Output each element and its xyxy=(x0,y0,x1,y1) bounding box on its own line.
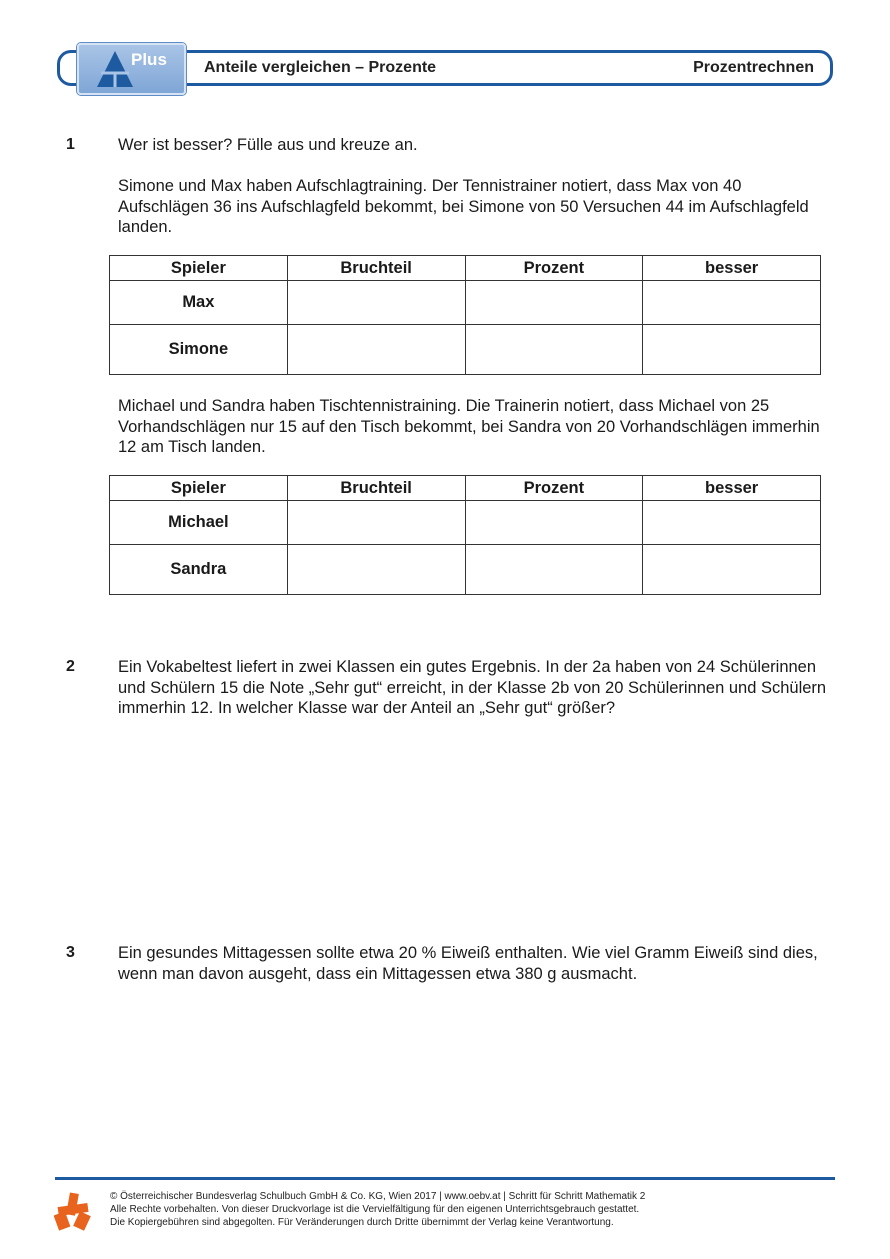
table-header: Spieler xyxy=(110,476,288,501)
exercise-number: 2 xyxy=(66,658,75,675)
player-cell: Sandra xyxy=(110,545,288,595)
fraction-cell[interactable] xyxy=(287,545,465,595)
player-cell: Michael xyxy=(110,501,288,545)
table-header: Prozent xyxy=(465,256,643,281)
exercise-paragraph: Simone und Max haben Aufschlagtraining. Der Tennistrainer notiert, dass Max von 40 Aufschlägen 36 ins Aufschlagfeld bekommt, bei Simone von 50 Versuchen 44 im Aufschlagfeld landen. xyxy=(118,177,809,236)
better-cell[interactable] xyxy=(643,545,821,595)
table-header: besser xyxy=(643,256,821,281)
fraction-cell[interactable] xyxy=(287,281,465,325)
table-header: Bruchteil xyxy=(287,256,465,281)
footer-divider xyxy=(55,1177,835,1180)
exercise-paragraph: Michael und Sandra haben Tischtennistraining. Die Trainerin notiert, dass Michael von 25 Vorhandschlägen nur 15 auf den Tisch bekommt, bei Sandra von 20 Vorhandschlägen immerhin 12 am Tisch landen. xyxy=(118,397,820,456)
page-topic: Prozentrechnen xyxy=(693,59,814,76)
table-header: Bruchteil xyxy=(287,476,465,501)
percent-cell[interactable] xyxy=(465,325,643,375)
plus-logo xyxy=(77,43,186,95)
better-cell[interactable] xyxy=(643,281,821,325)
exercise-text: Ein gesundes Mittagessen sollte etwa 20 % Eiweiß enthalten. Wie viel Gramm Eiweiß sind dies, wenn man davon ausgeht, dass ein Mittagessen etwa 380 g ausmacht. xyxy=(118,944,818,983)
answer-table-tabletennis xyxy=(109,475,821,595)
percent-cell[interactable] xyxy=(465,545,643,595)
better-cell[interactable] xyxy=(643,325,821,375)
exercise-instruction: Wer ist besser? Fülle aus und kreuze an. xyxy=(118,136,418,154)
table-header: besser xyxy=(643,476,821,501)
fraction-cell[interactable] xyxy=(287,325,465,375)
triangle-logo-icon xyxy=(95,49,135,89)
exercise-number: 3 xyxy=(66,944,75,961)
exercise-text: Ein Vokabeltest liefert in zwei Klassen ein gutes Ergebnis. In der 2a haben von 24 Schülerinnen und Schülern 15 die Note „Sehr gut“ erreicht, in der Klasse 2b von 20 Schülerinnen und Schülern immerhin 12. In welcher Klasse war der Anteil an „Sehr gut“ größer? xyxy=(118,658,827,717)
footer-line: © Österreichischer Bundesverlag Schulbuch GmbH & Co. KG, Wien 2017 | www.oebv.at | Schritt für Schritt Mathematik 2 xyxy=(110,1191,646,1202)
footer-line: Die Kopiergebühren sind abgegolten. Für Veränderungen durch Dritte übernimmt der Verlag keine Verantwortung. xyxy=(110,1217,614,1228)
page-title: Anteile vergleichen – Prozente xyxy=(204,59,437,76)
answer-table-tennis xyxy=(109,255,821,375)
percent-cell[interactable] xyxy=(465,281,643,325)
fraction-cell[interactable] xyxy=(287,501,465,545)
publisher-logo-icon xyxy=(54,1191,92,1231)
better-cell[interactable] xyxy=(643,501,821,545)
exercise-number: 1 xyxy=(66,136,75,153)
table-header: Spieler xyxy=(110,256,288,281)
logo-text: Plus xyxy=(131,50,167,69)
player-cell: Max xyxy=(110,281,288,325)
table-header: Prozent xyxy=(465,476,643,501)
footer-line: Alle Rechte vorbehalten. Von dieser Druckvorlage ist die Vervielfältigung für den eigenen Unterrichtsgebrauch gestattet. xyxy=(110,1204,640,1215)
footer-copyright xyxy=(110,1190,810,1229)
player-cell: Simone xyxy=(110,325,288,375)
percent-cell[interactable] xyxy=(465,501,643,545)
